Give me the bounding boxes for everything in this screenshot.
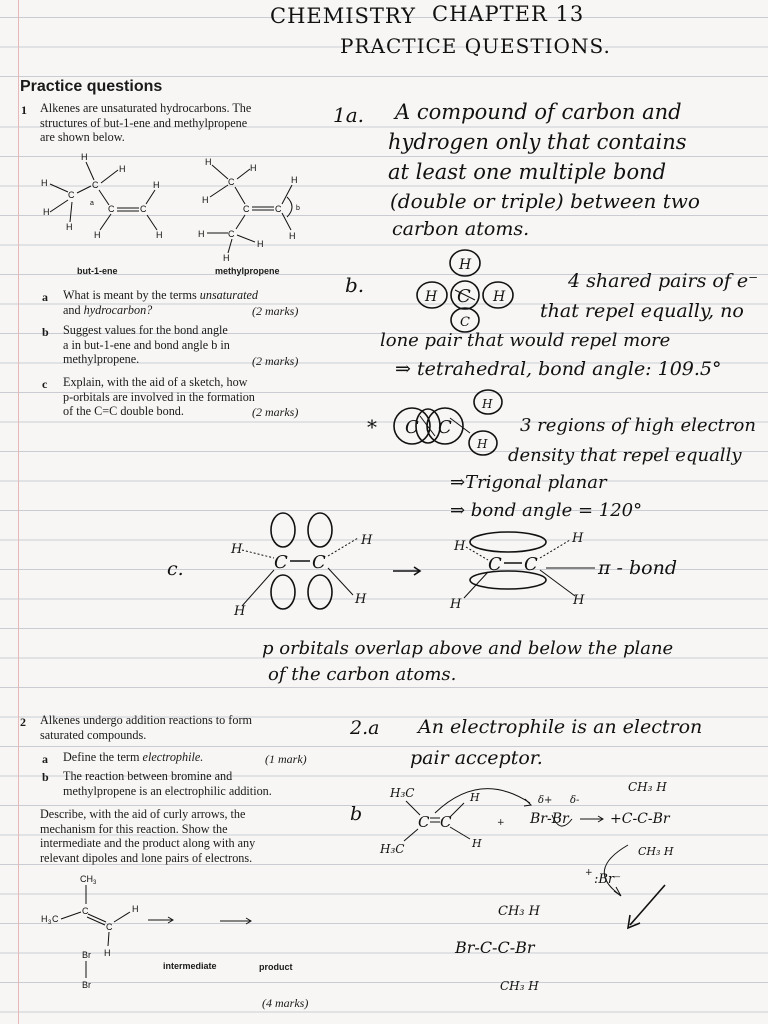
svg-text:H: H	[132, 904, 139, 914]
mechanism-sketch	[380, 775, 740, 1005]
answer-1a-label: 1a.	[333, 103, 365, 127]
svg-text:H: H	[202, 195, 209, 205]
q1b-text	[63, 323, 230, 367]
answer-1c-line: p orbitals overlap above and below the plane	[262, 638, 674, 659]
svg-text:H: H	[153, 180, 160, 190]
q2b-line: methylpropene is an electrophilic addition.	[63, 783, 272, 798]
answer-1c-line: of the carbon atoms.	[268, 664, 457, 685]
svg-text:H: H	[41, 914, 48, 924]
but-1-ene-label: but-1-ene	[77, 266, 118, 276]
svg-text:H: H	[231, 542, 243, 557]
answer-1a-line: at least one multiple bond	[388, 160, 667, 184]
answer-2a-line: pair acceptor.	[410, 747, 543, 769]
svg-text:H: H	[198, 229, 205, 239]
svg-text:C: C	[405, 417, 419, 438]
answer-1b2-line: density that repel equally	[508, 445, 742, 466]
svg-text:Br-Br: Br-Br	[530, 811, 569, 827]
tetrahedral-orbital-sketch	[410, 248, 530, 338]
q1-number: 1	[21, 103, 27, 117]
q2b-text	[63, 769, 272, 798]
svg-text:H: H	[119, 164, 126, 174]
answer-1a-line: carbon atoms.	[392, 218, 530, 240]
q1c-line: p-orbitals are involved in the formation	[63, 389, 255, 404]
answer-1a-line: hydrogen only that contains	[388, 130, 687, 154]
q1a-marks: (2 marks)	[252, 304, 299, 318]
answer-1b-line: that repel equally, no	[540, 300, 744, 322]
svg-text:C: C	[140, 204, 147, 214]
svg-text::Br⁻: :Br⁻	[594, 872, 622, 887]
svg-text:H: H	[257, 239, 264, 249]
svg-text:H: H	[234, 604, 246, 619]
svg-text:H: H	[361, 533, 373, 548]
svg-text:CH₃ H: CH₃ H	[628, 780, 667, 794]
answer-1b-line: ⇒ tetrahedral, bond angle: 109.5°	[395, 358, 722, 380]
q1-line: Alkenes are unsaturated hydrocarbons. The	[40, 101, 252, 115]
q2b-line: mechanism for this reaction. Show the	[40, 821, 228, 836]
svg-text:3: 3	[48, 920, 52, 926]
svg-text:H: H	[573, 593, 585, 608]
q2-reactant-structure	[38, 872, 178, 1002]
answer-1a-line: (double or triple) between two	[390, 189, 700, 213]
svg-text:+: +	[585, 868, 593, 878]
answer-2b-label: b	[350, 803, 363, 825]
svg-text:H: H	[41, 178, 48, 188]
svg-text:H: H	[223, 253, 230, 263]
svg-text:C: C	[108, 204, 115, 214]
svg-text:CH₃ H: CH₃ H	[638, 845, 674, 858]
svg-text:C: C	[243, 204, 250, 214]
header-subtitle: PRACTICE QUESTIONS.	[340, 34, 611, 58]
svg-text:CH₃ H: CH₃ H	[500, 979, 539, 993]
svg-text:+: +	[497, 818, 505, 828]
q1-text	[40, 101, 251, 145]
svg-text:3: 3	[93, 880, 97, 886]
pi-bond-sketch	[440, 530, 610, 610]
svg-text:C: C	[312, 552, 326, 573]
svg-text:C: C	[275, 204, 282, 214]
answer-1b2-line: ⇒ bond angle = 120°	[450, 500, 643, 521]
margin-line	[18, 0, 19, 1024]
svg-text:C: C	[228, 177, 235, 187]
methylpropene-structure	[195, 155, 315, 265]
answer-1a-line: A compound of carbon and	[395, 100, 682, 124]
svg-text:H: H	[66, 222, 73, 232]
header-title: CHEMISTRY	[270, 4, 416, 28]
q2b-line: relevant dipoles and lone pairs of electrons.	[40, 850, 253, 865]
q1c-line: of the C=C double bond.	[63, 404, 184, 418]
answer-1b2-line: ⇒Trigonal planar	[450, 472, 607, 493]
q1a-text	[63, 288, 258, 317]
q2-line: saturated compounds.	[40, 727, 147, 742]
svg-text:H: H	[470, 791, 480, 804]
svg-text:C: C	[82, 906, 89, 916]
q1a-span: What is meant by the terms	[63, 288, 197, 302]
answer-2a-line: An electrophile is an electron	[418, 716, 703, 738]
svg-text:H: H	[81, 152, 88, 162]
reaction-arrow	[393, 566, 423, 576]
q1b-line: Suggest values for the bond angle	[63, 323, 228, 337]
q2-marks: (4 marks)	[262, 996, 309, 1010]
q1a-letter: a	[42, 290, 48, 304]
answer-2a-label: 2.a	[350, 717, 380, 739]
svg-text:H: H	[291, 175, 298, 185]
q2-product-label: product	[259, 962, 293, 972]
q1-line: are shown below.	[40, 130, 125, 144]
q2a-marks: (1 mark)	[265, 752, 307, 766]
svg-text:C: C	[438, 417, 452, 438]
q1c-marks: (2 marks)	[252, 405, 299, 419]
svg-text:b: b	[296, 205, 300, 212]
q1b-letter: b	[42, 325, 49, 339]
svg-text:H: H	[289, 231, 296, 241]
answer-1b-label: b.	[345, 273, 365, 297]
q2b-line: intermediate and the product along with any	[40, 836, 256, 850]
q2a-span: Define the term	[63, 750, 140, 764]
q1-line: structures of but-1-ene and methylpropene	[40, 115, 248, 130]
svg-text:C: C	[488, 554, 502, 575]
methylpropene-label: methylpropene	[215, 266, 280, 276]
svg-text:H: H	[482, 397, 493, 411]
svg-text:H: H	[454, 539, 466, 554]
svg-text:Br: Br	[82, 950, 91, 960]
svg-text:H: H	[205, 157, 212, 167]
svg-text:H₃C: H₃C	[390, 786, 415, 800]
svg-text:C: C	[440, 813, 452, 831]
svg-text:C: C	[274, 552, 288, 573]
header-chapter: CHAPTER 13	[432, 2, 585, 26]
svg-text:H: H	[43, 207, 50, 217]
svg-text:C: C	[418, 813, 430, 831]
q2-intermediate-label: intermediate	[163, 961, 217, 971]
q2-arrow	[220, 917, 254, 925]
q2b-line: The reaction between bromine and	[63, 769, 233, 783]
q1b-line: a in but-1-ene and bond angle b in	[63, 337, 230, 352]
svg-text:C: C	[106, 922, 113, 932]
svg-text:H: H	[493, 289, 506, 305]
p-orbital-sketch	[228, 510, 378, 620]
svg-text:Br-C-C-Br: Br-C-C-Br	[455, 938, 535, 957]
but-1-ene-structure	[38, 150, 178, 260]
trigonal-orbital-sketch	[390, 388, 520, 468]
svg-text:C: C	[228, 229, 235, 239]
answer-1b-star: *	[367, 415, 377, 439]
answer-1b-line: lone pair that would repel more	[380, 330, 671, 351]
svg-text:CH: CH	[80, 874, 93, 884]
svg-text:C: C	[457, 286, 471, 307]
answer-1b-line: 4 shared pairs of e⁻	[568, 270, 759, 292]
svg-text:H: H	[472, 837, 482, 850]
svg-text:Br: Br	[82, 980, 91, 990]
svg-text:H: H	[355, 592, 367, 607]
svg-text:C: C	[524, 554, 538, 575]
q2-number: 2	[20, 715, 26, 729]
svg-text:a: a	[90, 200, 94, 207]
svg-text:H: H	[459, 257, 472, 273]
svg-text:H: H	[477, 437, 488, 451]
answer-1b2-line: 3 regions of high electron	[520, 415, 756, 436]
q2a-text	[63, 750, 203, 765]
q1a-term: hydrocarbon?	[83, 302, 153, 317]
q1c-text	[63, 375, 255, 419]
pi-bond-label: π - bond	[598, 557, 677, 579]
q1a-span: and	[63, 302, 81, 317]
svg-text:CH₃ H: CH₃ H	[498, 904, 540, 919]
q2b-letter: b	[42, 770, 49, 784]
svg-text:C: C	[460, 315, 470, 330]
q2-text	[40, 713, 252, 742]
svg-text:C: C	[92, 180, 99, 190]
svg-text:H: H	[156, 230, 163, 240]
practice-heading: Practice questions	[20, 78, 163, 95]
svg-text:H: H	[94, 230, 101, 240]
svg-text:+C-C-Br: +C-C-Br	[610, 811, 670, 827]
svg-text:H: H	[250, 163, 257, 173]
svg-text:H: H	[450, 597, 462, 612]
svg-text:δ+: δ+	[538, 795, 553, 806]
svg-text:H₃C: H₃C	[380, 842, 405, 856]
svg-text:H: H	[104, 948, 111, 958]
svg-text:H: H	[572, 531, 584, 546]
q2a-term: electrophile.	[142, 750, 204, 764]
q2b-text-cont	[40, 807, 255, 865]
q1b-line: methylpropene.	[63, 352, 140, 366]
svg-text:δ-: δ-	[570, 795, 580, 806]
svg-text:C: C	[52, 914, 59, 924]
q2b-line: Describe, with the aid of curly arrows, the	[40, 807, 246, 821]
q1c-letter: c	[42, 377, 48, 391]
q1b-marks: (2 marks)	[252, 354, 299, 368]
q2-line: Alkenes undergo addition reactions to form	[40, 713, 252, 727]
q2a-letter: a	[42, 752, 48, 766]
q1c-line: Explain, with the aid of a sketch, how	[63, 375, 248, 389]
q1a-term: unsaturated	[199, 288, 258, 302]
svg-text:H: H	[425, 289, 438, 305]
answer-1c-label: c.	[167, 558, 184, 580]
svg-text:C: C	[68, 190, 75, 200]
